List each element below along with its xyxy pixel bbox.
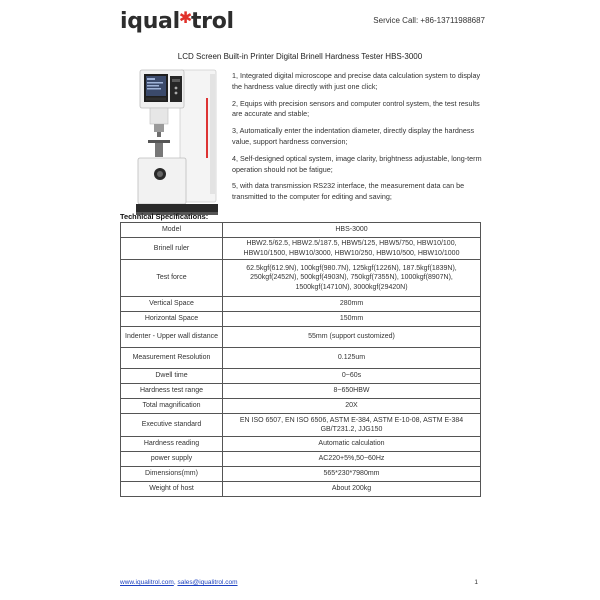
spec-key: Executive standard <box>121 414 223 437</box>
spec-key: Hardness test range <box>121 384 223 399</box>
spec-key: Vertical Space <box>121 297 223 312</box>
website-link[interactable]: www.iqualitrol.com <box>120 579 174 586</box>
table-row <box>121 312 481 327</box>
service-call: Service Call: +86-13711988687 <box>373 16 485 25</box>
spec-key: Measurement Resolution <box>121 348 223 369</box>
table-row <box>121 467 481 482</box>
spec-value: 280mm <box>223 297 481 312</box>
feature-item: 5, with data transmission RS232 interface, the measurement data can be transmitted to the computer for editing and saving; <box>232 181 465 202</box>
hardness-tester-illustration <box>132 68 220 216</box>
feature-item: 3, Automatically enter the indentation diameter, directly display the hardness value, support hardness conversion; <box>232 126 475 146</box>
spec-value: EN ISO 6507, EN ISO 6506, ASTM E-384, ASTM E-10-08, ASTM E-384 GB/T231.2, JJG150 <box>223 414 481 437</box>
spec-key: Weight of host <box>121 482 223 497</box>
feature-list <box>232 71 482 209</box>
table-row <box>121 384 481 399</box>
spec-heading: Technical Specifications: <box>120 212 209 221</box>
feature-item: 4, Self-designed optical system, image clarity, brightness adjustable, long-term operation should not be fatigue; <box>232 153 482 174</box>
table-row <box>121 297 481 312</box>
table-row <box>121 369 481 384</box>
spec-value: 55mm (support customized) <box>223 327 481 348</box>
spec-value: 20X <box>223 399 481 414</box>
spec-key: power supply <box>121 452 223 467</box>
spec-key: Indenter - Upper wall distance <box>121 327 223 348</box>
table-row <box>121 437 481 452</box>
spec-value: HBS-3000 <box>223 223 481 238</box>
page-number: 1 <box>474 579 478 586</box>
spec-value: AC220+5%,50~60Hz <box>223 452 481 467</box>
footer-links <box>120 579 238 586</box>
company-logo <box>120 8 234 34</box>
product-image <box>132 68 220 216</box>
spec-key: Dimensions(mm) <box>121 467 223 482</box>
spec-value: 8~650HBW <box>223 384 481 399</box>
spec-value: 0~60s <box>223 369 481 384</box>
table-row <box>121 260 481 297</box>
feature-item: 1, Integrated digital microscope and precise data calculation system to display the hardness value directly with just one click; <box>232 71 481 91</box>
spec-value: About 200kg <box>223 482 481 497</box>
logo-text-left: iqual <box>120 9 180 34</box>
table-row <box>121 482 481 497</box>
spec-key: Hardness reading <box>121 437 223 452</box>
document-title: LCD Screen Built-in Printer Digital Brinell Hardness Tester HBS-3000 <box>177 52 423 61</box>
table-row <box>121 238 481 260</box>
table-row <box>121 414 481 437</box>
spec-key: Horizontal Space <box>121 312 223 327</box>
spec-key: Dwell time <box>121 369 223 384</box>
table-row <box>121 223 481 238</box>
table-row <box>121 348 481 369</box>
spec-value: 62.5kgf(612.9N), 100kgf(980.7N), 125kgf(1226N), 187.5kgf(1839N), 250kgf(2452N), 500kgf(4903N), 750kgf(7355N), 1000kgf(8907N), 1500kgf(14710N), 3000kgf(29420N) <box>223 260 481 297</box>
spec-value: 565*230*7980mm <box>223 467 481 482</box>
footer-separator: , <box>173 579 178 586</box>
email-link[interactable]: sales@iqualitrol.com <box>177 579 238 586</box>
feature-item: 2, Equips with precision sensors and computer control system, the test results are accurate and stable; <box>232 98 480 119</box>
table-row <box>121 327 481 348</box>
spec-key: Model <box>121 223 223 238</box>
table-row <box>121 399 481 414</box>
logo-spark-icon: ✱ <box>178 8 192 27</box>
spec-key: Brinell ruler <box>121 238 223 260</box>
spec-key: Test force <box>121 260 223 297</box>
spec-key: Total magnification <box>121 399 223 414</box>
spec-table <box>120 222 481 497</box>
table-row <box>121 452 481 467</box>
spec-value: Automatic calculation <box>223 437 481 452</box>
spec-value: 150mm <box>223 312 481 327</box>
spec-value: HBW2.5/62.5, HBW2.5/187.5, HBW5/125, HBW5/750, HBW10/100, HBW10/1500, HBW10/3000, HBW10/250, HBW10/500, HBW10/1000 <box>223 238 481 260</box>
spec-value: 0.125um <box>223 348 481 369</box>
logo-text-right: trol <box>190 9 234 34</box>
